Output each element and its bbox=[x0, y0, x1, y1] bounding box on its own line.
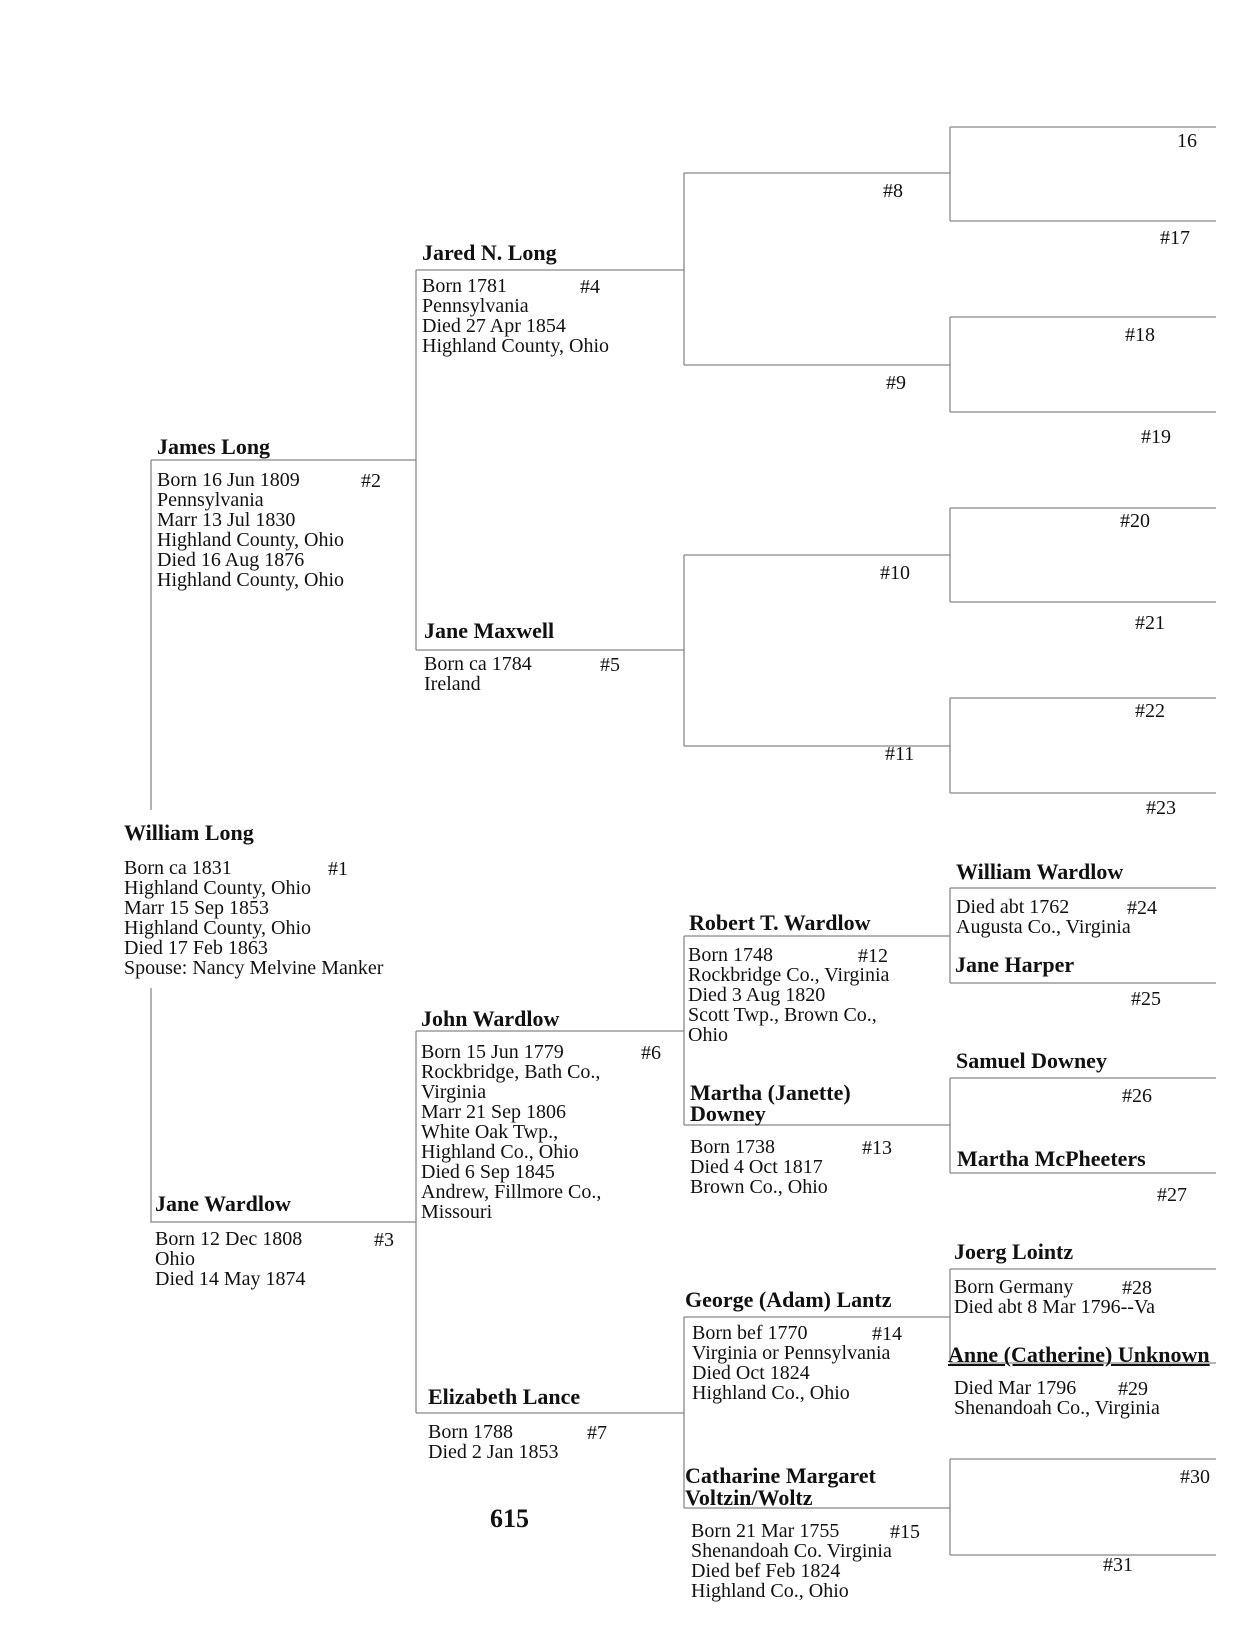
slot-18-number: #18 bbox=[1125, 324, 1155, 346]
person-5-detail: Ireland bbox=[424, 673, 481, 695]
person-15-name: Voltzin/Woltz bbox=[685, 1485, 813, 1510]
person-6-detail: Virginia bbox=[421, 1081, 487, 1103]
person-5-name: Jane Maxwell bbox=[424, 618, 555, 643]
person-12-detail: Born 1748 bbox=[688, 944, 773, 966]
person-12-number: #12 bbox=[858, 945, 888, 967]
person-7-detail: Died 2 Jan 1853 bbox=[428, 1441, 559, 1463]
slot-31-number: #31 bbox=[1103, 1554, 1133, 1576]
person-5-number: #5 bbox=[600, 654, 620, 676]
person-2-detail: Highland County, Ohio bbox=[157, 569, 345, 591]
person-27-name: Martha McPheeters bbox=[957, 1146, 1146, 1171]
person-15-detail: Shenandoah Co. Virginia bbox=[691, 1540, 892, 1562]
person-6-number: #6 bbox=[641, 1042, 661, 1064]
person-2-detail: Died 16 Aug 1876 bbox=[157, 549, 305, 571]
person-12-detail: Ohio bbox=[688, 1024, 728, 1046]
person-6-name: John Wardlow bbox=[421, 1006, 560, 1031]
person-2-detail: Pennsylvania bbox=[157, 489, 264, 511]
connector-n11 bbox=[950, 698, 1216, 793]
person-25-number: #25 bbox=[1131, 988, 1161, 1010]
connector-p15 bbox=[950, 1459, 1216, 1555]
person-15-number: #15 bbox=[890, 1521, 920, 1543]
person-2-detail: Marr 13 Jul 1830 bbox=[157, 509, 296, 531]
person-12-detail: Rockbridge Co., Virginia bbox=[688, 964, 890, 986]
person-25-name: Jane Harper bbox=[955, 952, 1075, 977]
connector-n9 bbox=[950, 317, 1216, 412]
person-6-detail: Missouri bbox=[421, 1201, 493, 1223]
person-14-detail: Virginia or Pennsylvania bbox=[692, 1342, 891, 1364]
person-14-name: George (Adam) Lantz bbox=[685, 1287, 892, 1312]
person-1-detail: Born ca 1831 bbox=[124, 857, 232, 879]
person-14-detail: Born bef 1770 bbox=[692, 1322, 808, 1344]
person-26-name: Samuel Downey bbox=[956, 1048, 1107, 1073]
page-number: 615 bbox=[490, 1504, 529, 1533]
person-2-detail: Highland County, Ohio bbox=[157, 529, 345, 551]
person-4-detail: Highland County, Ohio bbox=[422, 335, 610, 357]
person-24-number: #24 bbox=[1127, 897, 1157, 919]
person-6-detail: Andrew, Fillmore Co., bbox=[421, 1181, 602, 1203]
person-6-detail: Marr 21 Sep 1806 bbox=[421, 1101, 566, 1123]
person-4-detail: Born 1781 bbox=[422, 275, 507, 297]
person-1-detail: Died 17 Feb 1863 bbox=[124, 937, 268, 959]
person-7-number: #7 bbox=[587, 1422, 607, 1444]
person-2-name: James Long bbox=[157, 434, 271, 459]
person-12-detail: Scott Twp., Brown Co., bbox=[688, 1004, 877, 1026]
person-3-number: #3 bbox=[374, 1229, 394, 1251]
person-12-detail: Died 3 Aug 1820 bbox=[688, 984, 826, 1006]
slot-19-number: #19 bbox=[1141, 426, 1171, 448]
person-13-detail: Born 1738 bbox=[690, 1136, 775, 1158]
slot-17-number: #17 bbox=[1160, 227, 1190, 249]
person-24-detail: Died abt 1762 bbox=[956, 896, 1070, 918]
slot-23-number: #23 bbox=[1146, 797, 1176, 819]
person-28-number: #28 bbox=[1122, 1277, 1152, 1299]
person-6-detail: Died 6 Sep 1845 bbox=[421, 1161, 555, 1183]
person-4-detail: Died 27 Apr 1854 bbox=[422, 315, 566, 337]
person-3-detail: Born 12 Dec 1808 bbox=[155, 1228, 303, 1250]
person-13-detail: Brown Co., Ohio bbox=[690, 1176, 828, 1198]
connector-n10 bbox=[950, 508, 1216, 602]
person-13-number: #13 bbox=[862, 1137, 892, 1159]
person-1-name: William Long bbox=[124, 820, 254, 845]
person-28-name: Joerg Lointz bbox=[954, 1239, 1074, 1264]
person-29-detail: Shenandoah Co., Virginia bbox=[954, 1397, 1160, 1419]
person-1-detail: Highland County, Ohio bbox=[124, 917, 312, 939]
person-2-number: #2 bbox=[361, 470, 381, 492]
slot-22-number: #22 bbox=[1135, 700, 1165, 722]
person-29-detail: Died Mar 1796 bbox=[954, 1377, 1077, 1399]
person-2-detail: Born 16 Jun 1809 bbox=[157, 469, 300, 491]
person-13-name: Downey bbox=[690, 1101, 766, 1126]
person-1-detail: Highland County, Ohio bbox=[124, 877, 312, 899]
person-15-detail: Highland Co., Ohio bbox=[691, 1580, 849, 1602]
person-3-name: Jane Wardlow bbox=[155, 1191, 291, 1216]
person-29-name: Anne (Catherine) Unknown bbox=[948, 1342, 1210, 1367]
slot-16-number: 16 bbox=[1177, 130, 1197, 152]
slot-10-number: #10 bbox=[880, 562, 910, 584]
person-7-name: Elizabeth Lance bbox=[428, 1384, 581, 1409]
slot-30-number: #30 bbox=[1180, 1466, 1210, 1488]
person-12-name: Robert T. Wardlow bbox=[689, 910, 871, 935]
person-6-detail: White Oak Twp., bbox=[421, 1121, 559, 1143]
person-29-number: #29 bbox=[1118, 1378, 1148, 1400]
person-4-number: #4 bbox=[580, 276, 600, 298]
slot-9-number: #9 bbox=[886, 372, 906, 394]
person-6-detail: Rockbridge, Bath Co., bbox=[421, 1061, 601, 1083]
person-5-detail: Born ca 1784 bbox=[424, 653, 532, 675]
person-7-detail: Born 1788 bbox=[428, 1421, 513, 1443]
person-1-detail: Spouse: Nancy Melvine Manker bbox=[124, 957, 384, 979]
person-14-number: #14 bbox=[872, 1323, 902, 1345]
person-4-name: Jared N. Long bbox=[422, 240, 557, 265]
person-26-number: #26 bbox=[1122, 1085, 1152, 1107]
slot-11-number: #11 bbox=[885, 743, 915, 765]
person-28-detail: Born Germany bbox=[954, 1276, 1074, 1298]
person-24-detail: Augusta Co., Virginia bbox=[956, 916, 1131, 938]
person-1-detail: Marr 15 Sep 1853 bbox=[124, 897, 269, 919]
person-13-detail: Died 4 Oct 1817 bbox=[690, 1156, 823, 1178]
person-3-detail: Died 14 May 1874 bbox=[155, 1268, 306, 1290]
person-24-name: William Wardlow bbox=[956, 859, 1124, 884]
person-13-name: Martha (Janette) bbox=[690, 1080, 851, 1105]
person-4-detail: Pennsylvania bbox=[422, 295, 529, 317]
person-6-detail: Born 15 Jun 1779 bbox=[421, 1041, 564, 1063]
person-14-detail: Died Oct 1824 bbox=[692, 1362, 810, 1384]
person-14-detail: Highland Co., Ohio bbox=[692, 1382, 850, 1404]
person-1-number: #1 bbox=[328, 858, 348, 880]
slot-20-number: #20 bbox=[1120, 510, 1150, 532]
person-28-detail: Died abt 8 Mar 1796--Va bbox=[954, 1296, 1156, 1318]
person-15-name: Catharine Margaret bbox=[685, 1463, 876, 1488]
person-6-detail: Highland Co., Ohio bbox=[421, 1141, 579, 1163]
connector-p1-p3 bbox=[151, 988, 416, 1222]
person-15-detail: Born 21 Mar 1755 bbox=[691, 1520, 840, 1542]
slot-21-number: #21 bbox=[1135, 612, 1165, 634]
person-15-detail: Died bef Feb 1824 bbox=[691, 1560, 841, 1582]
person-27-number: #27 bbox=[1157, 1184, 1187, 1206]
slot-8-number: #8 bbox=[883, 180, 903, 202]
person-3-detail: Ohio bbox=[155, 1248, 195, 1270]
